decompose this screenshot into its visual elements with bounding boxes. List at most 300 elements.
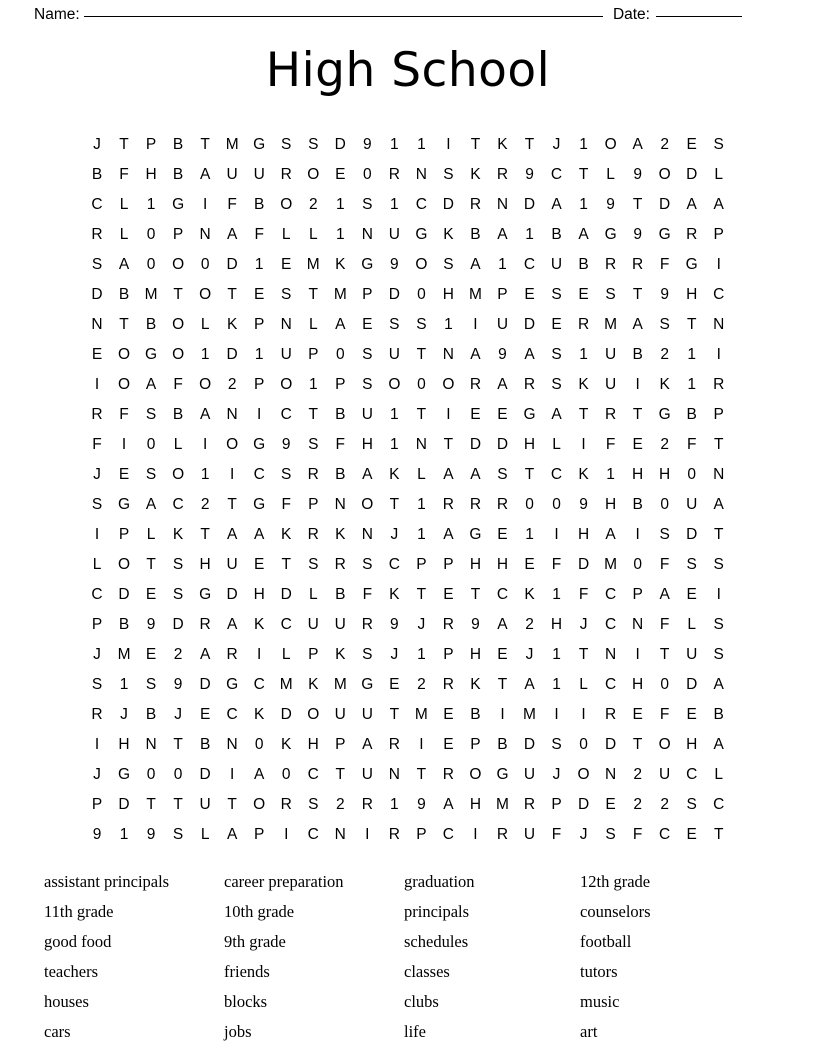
grid-cell[interactable]: T — [227, 495, 237, 513]
grid-cell[interactable]: K — [578, 465, 589, 483]
grid-cell[interactable]: C — [686, 765, 698, 783]
grid-cell[interactable]: U — [604, 375, 617, 393]
grid-cell[interactable]: 0 — [552, 495, 561, 513]
grid-cell[interactable]: A — [199, 165, 211, 183]
grid-cell[interactable]: I — [94, 525, 100, 543]
grid-cell[interactable]: I — [635, 645, 640, 663]
grid-cell[interactable]: C — [91, 585, 103, 603]
grid-cell[interactable]: P — [254, 375, 265, 393]
grid-cell[interactable]: J — [120, 705, 128, 723]
grid-cell[interactable]: K — [524, 585, 535, 603]
grid-cell[interactable]: C — [226, 705, 238, 723]
grid-cell[interactable]: K — [281, 525, 292, 543]
grid-cell[interactable]: 1 — [606, 465, 615, 483]
grid-cell[interactable]: S — [605, 825, 616, 843]
grid-cell[interactable]: O — [172, 345, 185, 363]
grid-cell[interactable]: S — [713, 645, 724, 663]
grid-cell[interactable]: 2 — [660, 435, 669, 453]
grid-cell[interactable]: E — [497, 525, 508, 543]
grid-cell[interactable]: A — [605, 525, 616, 543]
grid-cell[interactable]: F — [605, 435, 616, 453]
grid-cell[interactable]: K — [308, 675, 319, 693]
grid-cell[interactable]: T — [146, 555, 156, 573]
grid-cell[interactable]: D — [577, 795, 590, 813]
grid-cell[interactable]: S — [362, 345, 373, 363]
grid-cell[interactable]: G — [469, 525, 482, 543]
grid-cell[interactable]: I — [716, 255, 721, 273]
grid-cell[interactable]: L — [308, 585, 318, 603]
grid-cell[interactable]: O — [307, 705, 320, 723]
grid-cell[interactable]: 1 — [335, 225, 345, 243]
name-input-line[interactable] — [84, 4, 603, 17]
grid-cell[interactable]: H — [496, 555, 509, 573]
grid-cell[interactable]: D — [226, 585, 238, 603]
grid-cell[interactable]: C — [713, 795, 725, 813]
grid-cell[interactable]: O — [253, 795, 266, 813]
grid-cell[interactable]: O — [280, 195, 293, 213]
date-input-line[interactable] — [656, 4, 742, 17]
grid-cell[interactable]: C — [713, 285, 725, 303]
grid-cell[interactable]: R — [604, 405, 617, 423]
grid-cell[interactable]: S — [281, 285, 292, 303]
grid-cell[interactable]: T — [227, 285, 237, 303]
grid-cell[interactable]: H — [632, 465, 644, 483]
grid-cell[interactable]: A — [443, 525, 454, 543]
grid-cell[interactable]: H — [442, 285, 454, 303]
grid-cell[interactable]: B — [172, 405, 184, 423]
grid-cell[interactable]: T — [416, 405, 427, 423]
grid-cell[interactable]: O — [118, 375, 131, 393]
grid-cell[interactable]: 1 — [579, 345, 588, 363]
grid-cell[interactable]: T — [443, 435, 454, 453]
grid-cell[interactable]: 1 — [498, 255, 507, 273]
grid-cell[interactable]: T — [389, 495, 400, 513]
grid-cell[interactable]: 1 — [254, 255, 264, 273]
grid-cell[interactable]: R — [91, 225, 103, 243]
grid-cell[interactable]: 1 — [417, 495, 426, 513]
grid-cell[interactable]: F — [551, 825, 562, 843]
grid-cell[interactable]: D — [686, 675, 698, 693]
grid-cell[interactable]: 0 — [687, 465, 696, 483]
grid-cell[interactable]: 0 — [417, 285, 426, 303]
grid-cell[interactable]: R — [469, 495, 482, 513]
grid-cell[interactable]: R — [496, 495, 509, 513]
grid-cell[interactable]: U — [523, 765, 536, 783]
grid-cell[interactable]: D — [686, 525, 698, 543]
grid-cell[interactable]: H — [199, 555, 211, 573]
grid-cell[interactable]: 0 — [146, 765, 156, 783]
grid-cell[interactable]: K — [578, 375, 589, 393]
grid-cell[interactable]: M — [144, 285, 158, 303]
grid-cell[interactable]: R — [442, 765, 454, 783]
grid-cell[interactable]: O — [172, 465, 185, 483]
grid-cell[interactable]: O — [658, 165, 671, 183]
grid-cell[interactable]: B — [145, 315, 157, 333]
grid-cell[interactable]: S — [686, 795, 697, 813]
grid-cell[interactable]: U — [361, 405, 373, 423]
grid-cell[interactable]: N — [145, 735, 157, 753]
grid-cell[interactable]: 1 — [390, 135, 399, 153]
grid-cell[interactable]: T — [470, 135, 481, 153]
grid-cell[interactable]: 9 — [390, 615, 399, 633]
grid-cell[interactable]: I — [554, 525, 559, 543]
grid-cell[interactable]: H — [686, 735, 698, 753]
grid-cell[interactable]: I — [284, 825, 289, 843]
grid-cell[interactable]: G — [361, 255, 374, 273]
grid-cell[interactable]: F — [632, 825, 643, 843]
grid-cell[interactable]: M — [604, 315, 618, 333]
grid-cell[interactable]: S — [172, 585, 184, 603]
grid-cell[interactable]: L — [281, 645, 291, 663]
grid-cell[interactable]: L — [92, 555, 102, 573]
grid-cell[interactable]: P — [632, 585, 643, 603]
grid-cell[interactable]: B — [713, 705, 724, 723]
grid-cell[interactable]: O — [118, 555, 131, 573]
grid-cell[interactable]: D — [604, 735, 617, 753]
grid-cell[interactable]: J — [93, 645, 101, 663]
grid-cell[interactable]: F — [362, 585, 373, 603]
grid-cell[interactable]: 0 — [146, 435, 156, 453]
grid-cell[interactable]: P — [118, 525, 130, 543]
grid-cell[interactable]: 2 — [633, 765, 642, 783]
grid-cell[interactable]: P — [91, 795, 103, 813]
grid-cell[interactable]: 0 — [579, 735, 588, 753]
grid-cell[interactable]: J — [525, 645, 534, 663]
grid-cell[interactable]: F — [119, 405, 129, 423]
grid-cell[interactable]: D — [118, 795, 130, 813]
grid-cell[interactable]: S — [145, 405, 157, 423]
grid-cell[interactable]: I — [230, 765, 235, 783]
grid-cell[interactable]: U — [334, 705, 346, 723]
grid-cell[interactable]: G — [658, 405, 671, 423]
grid-cell[interactable]: E — [524, 555, 535, 573]
grid-cell[interactable]: F — [659, 615, 670, 633]
grid-cell[interactable]: R — [523, 795, 536, 813]
grid-cell[interactable]: A — [497, 225, 508, 243]
grid-cell[interactable]: S — [551, 345, 562, 363]
grid-cell[interactable]: 1 — [552, 675, 561, 693]
grid-cell[interactable]: T — [173, 795, 183, 813]
grid-cell[interactable]: M — [333, 285, 347, 303]
grid-cell[interactable]: K — [389, 465, 400, 483]
grid-cell[interactable]: C — [496, 585, 509, 603]
grid-cell[interactable]: N — [199, 225, 211, 243]
grid-cell[interactable]: C — [253, 675, 265, 693]
grid-cell[interactable]: H — [469, 555, 482, 573]
grid-cell[interactable]: I — [230, 465, 235, 483]
grid-cell[interactable]: S — [416, 315, 427, 333]
grid-cell[interactable]: T — [416, 345, 427, 363]
grid-cell[interactable]: S — [281, 135, 292, 153]
grid-cell[interactable]: S — [551, 375, 562, 393]
grid-cell[interactable]: S — [308, 795, 319, 813]
grid-cell[interactable]: D — [469, 435, 482, 453]
grid-cell[interactable]: 1 — [525, 525, 534, 543]
grid-cell[interactable]: A — [254, 525, 265, 543]
grid-cell[interactable]: S — [362, 195, 373, 213]
grid-cell[interactable]: 0 — [146, 255, 156, 273]
grid-cell[interactable]: A — [713, 495, 724, 513]
grid-cell[interactable]: A — [226, 615, 238, 633]
grid-cell[interactable]: 2 — [227, 375, 237, 393]
grid-cell[interactable]: R — [388, 165, 400, 183]
grid-cell[interactable]: B — [470, 225, 481, 243]
grid-cell[interactable]: L — [552, 435, 561, 453]
grid-cell[interactable]: T — [416, 585, 427, 603]
grid-cell[interactable]: E — [578, 285, 589, 303]
grid-cell[interactable]: L — [119, 195, 129, 213]
grid-cell[interactable]: O — [577, 765, 590, 783]
grid-cell[interactable]: F — [551, 555, 562, 573]
grid-cell[interactable]: R — [226, 645, 238, 663]
grid-cell[interactable]: 1 — [525, 225, 534, 243]
grid-cell[interactable]: P — [713, 225, 724, 243]
grid-cell[interactable]: 1 — [417, 525, 426, 543]
grid-cell[interactable]: 9 — [363, 135, 372, 153]
grid-cell[interactable]: T — [713, 825, 724, 843]
grid-cell[interactable]: K — [281, 735, 292, 753]
grid-cell[interactable]: G — [118, 765, 131, 783]
grid-cell[interactable]: 0 — [633, 555, 642, 573]
grid-cell[interactable]: 9 — [281, 435, 291, 453]
grid-cell[interactable]: I — [94, 735, 100, 753]
grid-cell[interactable]: E — [524, 285, 535, 303]
grid-cell[interactable]: S — [551, 735, 562, 753]
grid-cell[interactable]: 0 — [146, 225, 156, 243]
grid-cell[interactable]: M — [523, 705, 536, 723]
grid-cell[interactable]: M — [414, 705, 428, 723]
grid-cell[interactable]: K — [470, 165, 481, 183]
grid-cell[interactable]: J — [93, 765, 101, 783]
grid-cell[interactable]: G — [604, 225, 617, 243]
grid-cell[interactable]: H — [145, 165, 157, 183]
grid-cell[interactable]: T — [578, 165, 589, 183]
grid-cell[interactable]: T — [686, 315, 697, 333]
grid-cell[interactable]: B — [335, 405, 346, 423]
grid-cell[interactable]: A — [470, 345, 481, 363]
grid-cell[interactable]: A — [443, 795, 454, 813]
grid-cell[interactable]: T — [632, 405, 643, 423]
grid-cell[interactable]: L — [417, 465, 426, 483]
grid-cell[interactable]: R — [307, 465, 319, 483]
grid-cell[interactable]: C — [415, 195, 427, 213]
grid-cell[interactable]: M — [468, 285, 482, 303]
grid-cell[interactable]: C — [307, 825, 319, 843]
grid-cell[interactable]: O — [307, 165, 320, 183]
grid-cell[interactable]: G — [199, 585, 212, 603]
grid-cell[interactable]: 1 — [687, 375, 696, 393]
grid-cell[interactable]: D — [523, 315, 536, 333]
grid-cell[interactable]: S — [308, 555, 319, 573]
grid-cell[interactable]: E — [443, 705, 454, 723]
grid-cell[interactable]: N — [91, 315, 103, 333]
grid-cell[interactable]: 2 — [525, 615, 534, 633]
grid-cell[interactable]: J — [174, 705, 182, 723]
grid-cell[interactable]: T — [524, 135, 535, 153]
grid-cell[interactable]: F — [659, 555, 670, 573]
grid-cell[interactable]: K — [335, 525, 346, 543]
grid-cell[interactable]: J — [579, 825, 588, 843]
grid-cell[interactable]: U — [334, 615, 346, 633]
grid-cell[interactable]: T — [389, 705, 400, 723]
grid-cell[interactable]: 0 — [660, 675, 669, 693]
grid-cell[interactable]: D — [199, 765, 211, 783]
grid-cell[interactable]: L — [146, 525, 156, 543]
grid-cell[interactable]: I — [94, 375, 100, 393]
grid-cell[interactable]: L — [119, 225, 129, 243]
grid-cell[interactable]: T — [281, 555, 291, 573]
grid-cell[interactable]: R — [388, 735, 400, 753]
grid-cell[interactable]: T — [632, 195, 643, 213]
grid-cell[interactable]: F — [119, 165, 129, 183]
grid-cell[interactable]: P — [470, 735, 481, 753]
grid-cell[interactable]: F — [254, 225, 264, 243]
grid-cell[interactable]: B — [118, 615, 130, 633]
grid-cell[interactable]: J — [417, 615, 426, 633]
grid-cell[interactable]: N — [334, 825, 346, 843]
grid-cell[interactable]: T — [713, 525, 724, 543]
grid-cell[interactable]: A — [199, 645, 211, 663]
grid-cell[interactable]: J — [390, 645, 399, 663]
grid-cell[interactable]: U — [361, 705, 373, 723]
grid-cell[interactable]: H — [523, 435, 536, 453]
grid-cell[interactable]: G — [685, 255, 698, 273]
grid-cell[interactable]: O — [199, 285, 212, 303]
grid-cell[interactable]: U — [226, 555, 238, 573]
grid-cell[interactable]: 9 — [633, 225, 642, 243]
grid-cell[interactable]: 1 — [687, 345, 696, 363]
grid-cell[interactable]: D — [523, 735, 536, 753]
grid-cell[interactable]: U — [523, 825, 536, 843]
grid-cell[interactable]: I — [202, 435, 208, 453]
grid-cell[interactable]: R — [496, 165, 509, 183]
grid-cell[interactable]: O — [361, 495, 374, 513]
grid-cell[interactable]: P — [91, 615, 103, 633]
grid-cell[interactable]: R — [469, 195, 482, 213]
word-search-grid[interactable] — [84, 129, 732, 849]
grid-cell[interactable]: G — [658, 225, 671, 243]
grid-cell[interactable]: A — [659, 585, 670, 603]
grid-cell[interactable]: C — [280, 615, 292, 633]
grid-cell[interactable]: A — [632, 135, 643, 153]
grid-cell[interactable]: R — [280, 165, 292, 183]
grid-cell[interactable]: I — [635, 375, 640, 393]
grid-cell[interactable]: I — [473, 825, 478, 843]
grid-cell[interactable]: C — [604, 675, 617, 693]
grid-cell[interactable]: B — [686, 405, 697, 423]
grid-cell[interactable]: L — [200, 825, 210, 843]
grid-cell[interactable]: L — [308, 225, 318, 243]
grid-cell[interactable]: 1 — [390, 435, 399, 453]
grid-cell[interactable]: 1 — [119, 825, 129, 843]
grid-cell[interactable]: 2 — [308, 195, 318, 213]
grid-cell[interactable]: C — [91, 195, 103, 213]
grid-cell[interactable]: N — [713, 315, 725, 333]
grid-cell[interactable]: C — [280, 405, 292, 423]
grid-cell[interactable]: A — [145, 375, 157, 393]
grid-cell[interactable]: N — [713, 465, 725, 483]
grid-cell[interactable]: L — [281, 225, 291, 243]
grid-cell[interactable]: 9 — [606, 195, 615, 213]
grid-cell[interactable]: O — [604, 135, 617, 153]
grid-cell[interactable]: 1 — [200, 345, 210, 363]
grid-cell[interactable]: O — [199, 375, 212, 393]
grid-cell[interactable]: S — [308, 435, 319, 453]
grid-cell[interactable]: A — [254, 765, 265, 783]
grid-cell[interactable]: T — [497, 675, 508, 693]
grid-cell[interactable]: C — [172, 495, 184, 513]
grid-cell[interactable]: S — [389, 315, 400, 333]
grid-cell[interactable]: E — [632, 435, 643, 453]
grid-cell[interactable]: 0 — [363, 165, 372, 183]
grid-cell[interactable]: K — [254, 615, 265, 633]
grid-cell[interactable]: I — [716, 585, 721, 603]
grid-cell[interactable]: L — [714, 165, 724, 183]
grid-cell[interactable]: S — [145, 675, 157, 693]
grid-cell[interactable]: P — [443, 645, 454, 663]
grid-cell[interactable]: K — [497, 135, 508, 153]
grid-cell[interactable]: T — [632, 735, 643, 753]
grid-cell[interactable]: N — [415, 165, 427, 183]
grid-cell[interactable]: S — [362, 645, 373, 663]
grid-cell[interactable]: A — [145, 495, 157, 513]
grid-cell[interactable]: N — [226, 405, 238, 423]
grid-cell[interactable]: C — [604, 615, 617, 633]
grid-cell[interactable]: C — [659, 825, 671, 843]
grid-cell[interactable]: I — [446, 405, 451, 423]
grid-cell[interactable]: 9 — [660, 285, 669, 303]
grid-cell[interactable]: D — [199, 675, 211, 693]
grid-cell[interactable]: S — [362, 375, 373, 393]
grid-cell[interactable]: E — [91, 345, 103, 363]
grid-cell[interactable]: L — [200, 315, 210, 333]
grid-cell[interactable]: J — [552, 765, 561, 783]
grid-cell[interactable]: G — [415, 225, 428, 243]
grid-cell[interactable]: I — [581, 705, 586, 723]
grid-cell[interactable]: J — [390, 525, 399, 543]
grid-cell[interactable]: C — [388, 555, 400, 573]
grid-cell[interactable]: D — [91, 285, 103, 303]
grid-cell[interactable]: B — [145, 705, 157, 723]
grid-cell[interactable]: 0 — [173, 765, 183, 783]
grid-cell[interactable]: 1 — [579, 195, 588, 213]
grid-cell[interactable]: S — [659, 315, 670, 333]
grid-cell[interactable]: S — [551, 285, 562, 303]
grid-cell[interactable]: H — [604, 495, 617, 513]
grid-cell[interactable]: 2 — [335, 795, 345, 813]
grid-cell[interactable]: S — [443, 255, 454, 273]
grid-cell[interactable]: T — [416, 765, 427, 783]
grid-cell[interactable]: H — [361, 435, 373, 453]
grid-cell[interactable]: R — [334, 555, 346, 573]
grid-cell[interactable]: E — [118, 465, 130, 483]
grid-cell[interactable]: A — [470, 255, 481, 273]
grid-cell[interactable]: C — [550, 165, 563, 183]
grid-cell[interactable]: I — [446, 135, 451, 153]
grid-cell[interactable]: O — [469, 765, 482, 783]
grid-cell[interactable]: T — [200, 525, 210, 543]
grid-cell[interactable]: H — [632, 675, 644, 693]
grid-cell[interactable]: N — [496, 195, 509, 213]
grid-cell[interactable]: M — [117, 645, 131, 663]
grid-cell[interactable]: E — [281, 255, 292, 273]
grid-cell[interactable]: M — [496, 795, 509, 813]
grid-cell[interactable]: E — [470, 405, 481, 423]
grid-cell[interactable]: S — [172, 555, 184, 573]
grid-cell[interactable]: D — [577, 555, 590, 573]
grid-cell[interactable]: U — [496, 315, 509, 333]
grid-cell[interactable]: A — [362, 735, 373, 753]
